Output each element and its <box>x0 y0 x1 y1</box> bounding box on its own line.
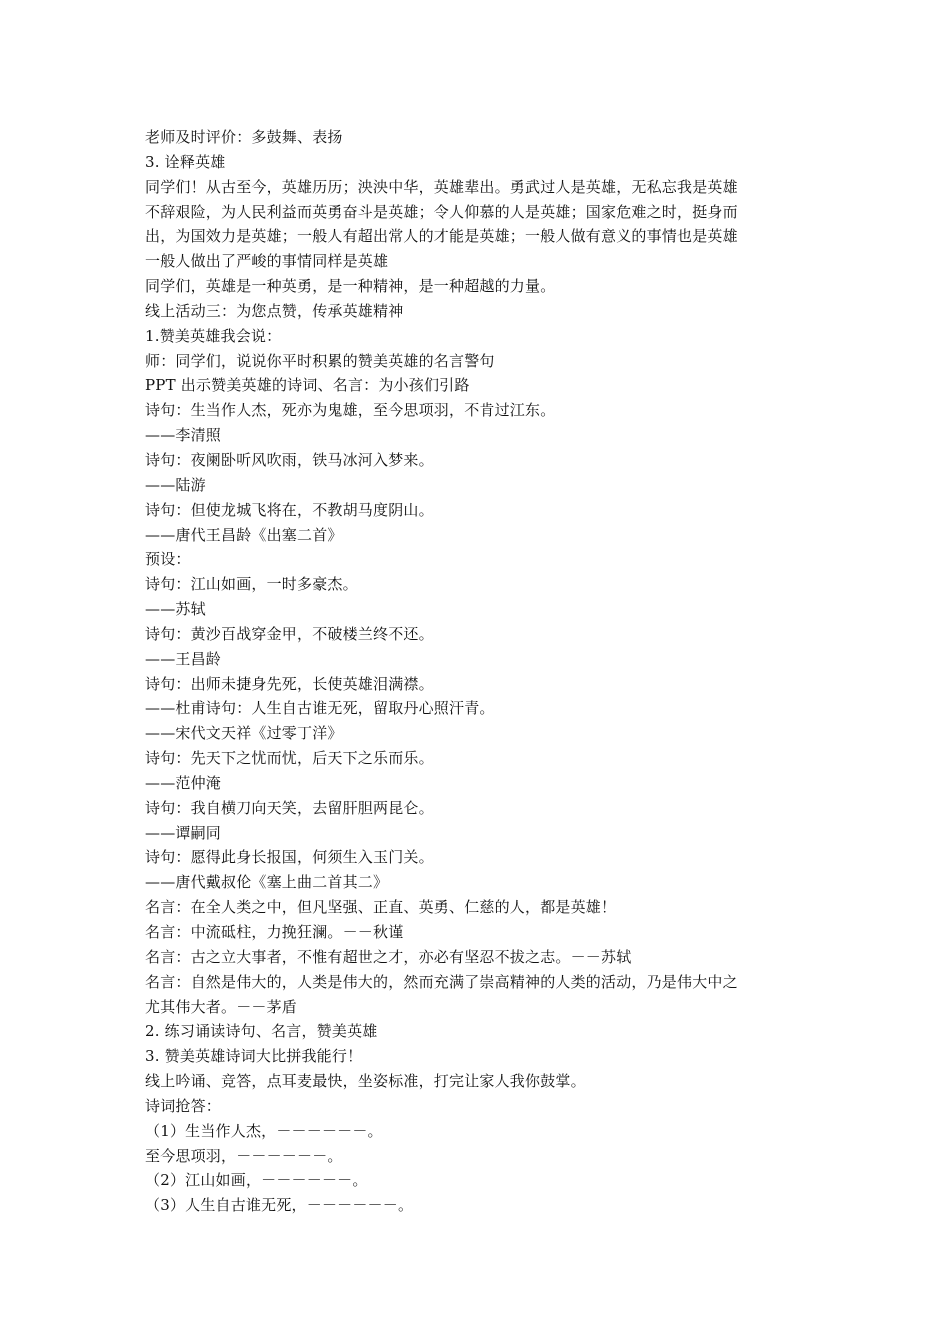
poem-attribution: ——王昌龄 <box>145 649 222 668</box>
text-line: 师：同学们，说说你平时积累的赞美英雄的名言警句 <box>145 351 495 370</box>
text-line: PPT 出示赞美英雄的诗词、名言：为小孩们引路 <box>145 376 470 395</box>
text-line: 诗词抢答： <box>145 1096 222 1115</box>
quiz-line: （3）人生自古谁无死，－－－－－－。 <box>145 1196 414 1215</box>
text-line: 线上吟诵、竞答，点耳麦最快，坐姿标准，打完让家人我你鼓掌。 <box>145 1072 586 1091</box>
poem-attribution: ——宋代文天祥《过零丁洋》 <box>145 724 343 743</box>
quiz-line: 至今思项羽，－－－－－－。 <box>145 1146 343 1165</box>
text-line: 一般人做出了严峻的事情同样是英雄 <box>145 252 389 271</box>
poem-line: 诗句：江山如画，一时多豪杰。 <box>145 575 358 594</box>
poem-attribution: ——苏轼 <box>145 600 206 619</box>
poem-line: 诗句：但使龙城飞将在，不教胡马度阴山。 <box>145 500 434 519</box>
poem-attribution: ——陆游 <box>145 475 206 494</box>
text-line: 同学们！从古至今，英雄历历；泱泱中华，英雄辈出。勇武过人是英雄，无私忘我是英雄 <box>145 177 738 196</box>
poem-attribution: ——杜甫诗句：人生自古谁无死，留取丹心照汗青。 <box>145 699 495 718</box>
quote-line: 名言：古之立大事者，不惟有超世之才，亦必有坚忍不拔之志。－－苏轼 <box>145 947 632 966</box>
quote-line: 尤其伟大者。－－茅盾 <box>145 997 298 1016</box>
poem-attribution: ——唐代戴叔伦《塞上曲二首其二》 <box>145 873 389 892</box>
poem-line: 诗句：夜阑卧听风吹雨，铁马冰河入梦来。 <box>145 450 434 469</box>
poem-attribution: ——李清照 <box>145 426 222 445</box>
quote-line: 名言：中流砥柱，力挽狂澜。－－秋谨 <box>145 923 404 941</box>
poem-line: 诗句：出师未捷身先死，长使英雄泪满襟。 <box>145 674 434 693</box>
poem-line: 诗句：愿得此身长报国，何须生入玉门关。 <box>145 848 434 867</box>
document-body <box>145 125 815 1218</box>
section-heading: 3. 诠释英雄 <box>145 152 226 171</box>
poem-attribution: ——谭嗣同 <box>145 823 222 842</box>
poem-attribution: ——唐代王昌龄《出塞二首》 <box>145 525 343 544</box>
poem-line: 诗句：先天下之忧而忧，后天下之乐而乐。 <box>145 749 434 768</box>
subsection-heading: 2. 练习诵读诗句、名言，赞美英雄 <box>145 1022 378 1041</box>
poem-line: 诗句：黄沙百战穿金甲，不破楼兰终不还。 <box>145 624 434 643</box>
activity-heading: 线上活动三：为您点赞，传承英雄精神 <box>145 301 404 320</box>
text-line: 预设： <box>145 550 191 569</box>
text-line: 老师及时评价：多鼓舞、表扬 <box>145 128 343 146</box>
text-line: 同学们，英雄是一种英勇，是一种精神，是一种超越的力量。 <box>145 277 556 296</box>
quote-line: 名言：自然是伟大的，人类是伟大的，然而充满了崇高精神的人类的活动，乃是伟大中之 <box>145 972 738 991</box>
subsection-heading: 1.赞美英雄我会说： <box>145 326 282 345</box>
quiz-line: （1）生当作人杰，－－－－－－。 <box>145 1121 383 1140</box>
quote-line: 名言：在全人类之中，但凡坚强、正直、英勇、仁慈的人，都是英雄！ <box>145 898 617 917</box>
text-line: 不辞艰险，为人民利益而英勇奋斗是英雄；令人仰慕的人是英雄；国家危难之时，挺身而 <box>145 202 738 221</box>
text-line: 出，为国效力是英雄；一般人有超出常人的才能是英雄；一般人做有意义的事情也是英雄 <box>145 227 738 246</box>
quiz-line: （2）江山如画，－－－－－－。 <box>145 1171 368 1190</box>
subsection-heading: 3. 赞美英雄诗词大比拼我能行！ <box>145 1047 363 1066</box>
poem-line: 诗句：我自横刀向天笑，去留肝胆两昆仑。 <box>145 798 434 817</box>
poem-attribution: ——范仲淹 <box>145 773 222 792</box>
poem-line: 诗句：生当作人杰，死亦为鬼雄，至今思项羽，不肯过江东。 <box>145 401 556 420</box>
